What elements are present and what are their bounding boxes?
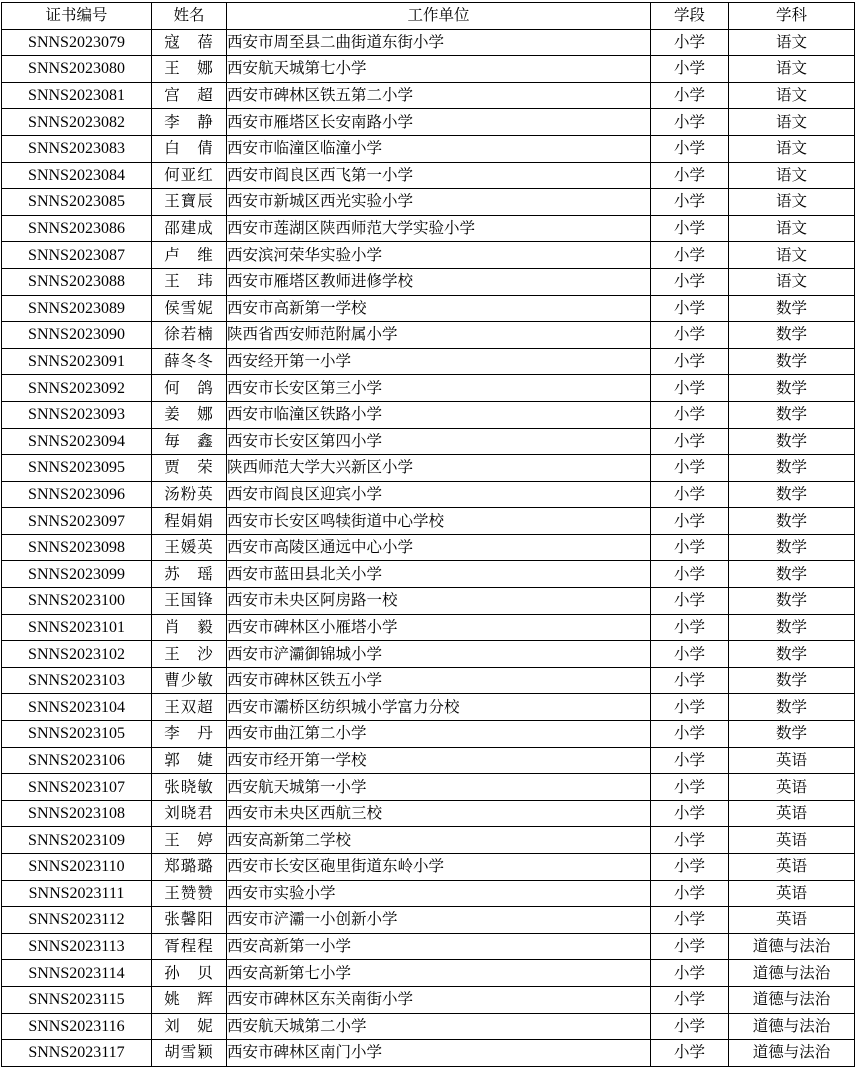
school-stage-cell: 小学 (651, 295, 729, 322)
work-unit-cell: 西安市高新第一学校 (227, 295, 651, 322)
header-work-unit: 工作单位 (227, 3, 651, 30)
subject-cell: 数学 (729, 455, 855, 482)
table-row (2, 694, 855, 721)
certificate-number-cell: SNNS2023097 (2, 508, 152, 535)
subject-cell: 数学 (729, 508, 855, 535)
subject-cell: 语文 (729, 268, 855, 295)
school-stage-cell: 小学 (651, 827, 729, 854)
work-unit-cell: 西安市长安区第四小学 (227, 428, 651, 455)
table-row (2, 268, 855, 295)
subject-cell: 语文 (729, 56, 855, 83)
work-unit-cell: 陕西省西安师范附属小学 (227, 322, 651, 349)
table-header (2, 3, 855, 30)
subject-cell: 数学 (729, 561, 855, 588)
certificate-number-cell: SNNS2023079 (2, 29, 152, 56)
school-stage-cell: 小学 (651, 588, 729, 615)
table-row (2, 747, 855, 774)
certificate-number-cell: SNNS2023089 (2, 295, 152, 322)
table-row (2, 189, 855, 216)
subject-cell: 数学 (729, 614, 855, 641)
certificate-number-cell: SNNS2023116 (2, 1013, 152, 1040)
name-cell: 曹少敏 (152, 667, 227, 694)
work-unit-cell: 西安市未央区阿房路一校 (227, 588, 651, 615)
work-unit-cell: 西安市浐灞一小创新小学 (227, 907, 651, 934)
certificate-number-cell: SNNS2023114 (2, 960, 152, 987)
school-stage-cell: 小学 (651, 854, 729, 881)
table-row (2, 135, 855, 162)
work-unit-cell: 西安市临潼区铁路小学 (227, 401, 651, 428)
table-row (2, 109, 855, 136)
table-row (2, 561, 855, 588)
school-stage-cell: 小学 (651, 481, 729, 508)
subject-cell: 英语 (729, 854, 855, 881)
subject-cell: 数学 (729, 322, 855, 349)
certificate-number-cell: SNNS2023115 (2, 986, 152, 1013)
school-stage-cell: 小学 (651, 721, 729, 748)
name-cell: 王 娜 (152, 56, 227, 83)
name-cell: 王双超 (152, 694, 227, 721)
work-unit-cell: 西安市碑林区东关南街小学 (227, 986, 651, 1013)
name-cell: 郑璐璐 (152, 854, 227, 881)
work-unit-cell: 西安市长安区第三小学 (227, 375, 651, 402)
table-row (2, 29, 855, 56)
table-row (2, 481, 855, 508)
work-unit-cell: 西安市长安区砲里街道东岭小学 (227, 854, 651, 881)
work-unit-cell: 西安市周至县二曲街道东街小学 (227, 29, 651, 56)
table-row (2, 375, 855, 402)
name-cell: 毎 鑫 (152, 428, 227, 455)
work-unit-cell: 西安市蓝田县北关小学 (227, 561, 651, 588)
school-stage-cell: 小学 (651, 215, 729, 242)
work-unit-cell: 西安经开第一小学 (227, 348, 651, 375)
table-row (2, 455, 855, 482)
work-unit-cell: 西安市经开第一学校 (227, 747, 651, 774)
name-cell: 王媛英 (152, 534, 227, 561)
certificate-number-cell: SNNS2023086 (2, 215, 152, 242)
school-stage-cell: 小学 (651, 1013, 729, 1040)
work-unit-cell: 西安航天城第二小学 (227, 1013, 651, 1040)
name-cell: 王 沙 (152, 641, 227, 668)
work-unit-cell: 西安市碑林区小雁塔小学 (227, 614, 651, 641)
certificate-number-cell: SNNS2023083 (2, 135, 152, 162)
name-cell: 李 丹 (152, 721, 227, 748)
certificate-number-cell: SNNS2023088 (2, 268, 152, 295)
work-unit-cell: 西安航天城第一小学 (227, 774, 651, 801)
name-cell: 李 静 (152, 109, 227, 136)
certificate-number-cell: SNNS2023111 (2, 880, 152, 907)
school-stage-cell: 小学 (651, 641, 729, 668)
subject-cell: 数学 (729, 721, 855, 748)
school-stage-cell: 小学 (651, 455, 729, 482)
school-stage-cell: 小学 (651, 401, 729, 428)
header-row (2, 3, 855, 30)
table-row (2, 242, 855, 269)
table-row (2, 588, 855, 615)
table-body (2, 29, 855, 1066)
subject-cell: 道德与法治 (729, 960, 855, 987)
name-cell: 王赞赞 (152, 880, 227, 907)
name-cell: 白 倩 (152, 135, 227, 162)
name-cell: 何 鸽 (152, 375, 227, 402)
table-row (2, 800, 855, 827)
subject-cell: 数学 (729, 667, 855, 694)
subject-cell: 数学 (729, 694, 855, 721)
certificate-number-cell: SNNS2023082 (2, 109, 152, 136)
table-row (2, 667, 855, 694)
name-cell: 汤粉英 (152, 481, 227, 508)
certificate-number-cell: SNNS2023108 (2, 800, 152, 827)
certificate-number-cell: SNNS2023084 (2, 162, 152, 189)
subject-cell: 语文 (729, 135, 855, 162)
certificate-number-cell: SNNS2023085 (2, 189, 152, 216)
school-stage-cell: 小学 (651, 56, 729, 83)
subject-cell: 数学 (729, 295, 855, 322)
certificate-number-cell: SNNS2023081 (2, 82, 152, 109)
subject-cell: 数学 (729, 534, 855, 561)
header-certificate-number: 证书编号 (2, 3, 152, 30)
certificate-number-cell: SNNS2023095 (2, 455, 152, 482)
school-stage-cell: 小学 (651, 29, 729, 56)
certificate-number-cell: SNNS2023094 (2, 428, 152, 455)
certificate-number-cell: SNNS2023101 (2, 614, 152, 641)
school-stage-cell: 小学 (651, 109, 729, 136)
certificate-number-cell: SNNS2023092 (2, 375, 152, 402)
certificate-roster-table (1, 2, 855, 1067)
name-cell: 王寶辰 (152, 189, 227, 216)
certificate-number-cell: SNNS2023093 (2, 401, 152, 428)
school-stage-cell: 小学 (651, 428, 729, 455)
name-cell: 胡雪颖 (152, 1040, 227, 1067)
work-unit-cell: 陕西师范大学大兴新区小学 (227, 455, 651, 482)
table-row (2, 854, 855, 881)
certificate-number-cell: SNNS2023107 (2, 774, 152, 801)
name-cell: 王 婷 (152, 827, 227, 854)
school-stage-cell: 小学 (651, 268, 729, 295)
subject-cell: 语文 (729, 162, 855, 189)
table-row (2, 880, 855, 907)
certificate-number-cell: SNNS2023117 (2, 1040, 152, 1067)
subject-cell: 语文 (729, 215, 855, 242)
name-cell: 苏 瑶 (152, 561, 227, 588)
school-stage-cell: 小学 (651, 800, 729, 827)
table-row (2, 401, 855, 428)
school-stage-cell: 小学 (651, 960, 729, 987)
subject-cell: 语文 (729, 189, 855, 216)
work-unit-cell: 西安高新第一小学 (227, 933, 651, 960)
header-school-stage: 学段 (651, 3, 729, 30)
work-unit-cell: 西安市浐灞御锦城小学 (227, 641, 651, 668)
table-row (2, 933, 855, 960)
name-cell: 徐若楠 (152, 322, 227, 349)
name-cell: 薛冬冬 (152, 348, 227, 375)
certificate-number-cell: SNNS2023080 (2, 56, 152, 83)
work-unit-cell: 西安市未央区西航三校 (227, 800, 651, 827)
subject-cell: 数学 (729, 641, 855, 668)
table-row (2, 1040, 855, 1067)
header-subject: 学科 (729, 3, 855, 30)
table-row (2, 82, 855, 109)
subject-cell: 英语 (729, 774, 855, 801)
name-cell: 刘 妮 (152, 1013, 227, 1040)
certificate-number-cell: SNNS2023105 (2, 721, 152, 748)
work-unit-cell: 西安市碑林区铁五小学 (227, 667, 651, 694)
work-unit-cell: 西安市长安区鸣犊街道中心学校 (227, 508, 651, 535)
certificate-number-cell: SNNS2023112 (2, 907, 152, 934)
name-cell: 姚 辉 (152, 986, 227, 1013)
school-stage-cell: 小学 (651, 534, 729, 561)
work-unit-cell: 西安市高陵区通远中心小学 (227, 534, 651, 561)
name-cell: 肖 毅 (152, 614, 227, 641)
school-stage-cell: 小学 (651, 348, 729, 375)
subject-cell: 英语 (729, 827, 855, 854)
certificate-number-cell: SNNS2023087 (2, 242, 152, 269)
school-stage-cell: 小学 (651, 933, 729, 960)
work-unit-cell: 西安市碑林区南门小学 (227, 1040, 651, 1067)
work-unit-cell: 西安市阎良区迎宾小学 (227, 481, 651, 508)
name-cell: 王国锋 (152, 588, 227, 615)
subject-cell: 英语 (729, 747, 855, 774)
name-cell: 姜 娜 (152, 401, 227, 428)
certificate-number-cell: SNNS2023096 (2, 481, 152, 508)
school-stage-cell: 小学 (651, 694, 729, 721)
table-row (2, 827, 855, 854)
subject-cell: 英语 (729, 907, 855, 934)
certificate-number-cell: SNNS2023091 (2, 348, 152, 375)
name-cell: 张晓敏 (152, 774, 227, 801)
table-row (2, 641, 855, 668)
work-unit-cell: 西安高新第二学校 (227, 827, 651, 854)
certificate-number-cell: SNNS2023113 (2, 933, 152, 960)
name-cell: 贾 荣 (152, 455, 227, 482)
school-stage-cell: 小学 (651, 242, 729, 269)
table-row (2, 295, 855, 322)
work-unit-cell: 西安市临潼区临潼小学 (227, 135, 651, 162)
certificate-number-cell: SNNS2023090 (2, 322, 152, 349)
table-row (2, 322, 855, 349)
table-row (2, 774, 855, 801)
school-stage-cell: 小学 (651, 375, 729, 402)
table-row (2, 534, 855, 561)
school-stage-cell: 小学 (651, 667, 729, 694)
subject-cell: 数学 (729, 588, 855, 615)
certificate-number-cell: SNNS2023110 (2, 854, 152, 881)
subject-cell: 道德与法治 (729, 933, 855, 960)
table-row (2, 508, 855, 535)
work-unit-cell: 西安航天城第七小学 (227, 56, 651, 83)
work-unit-cell: 西安市阎良区西飞第一小学 (227, 162, 651, 189)
subject-cell: 道德与法治 (729, 1040, 855, 1067)
certificate-number-cell: SNNS2023106 (2, 747, 152, 774)
subject-cell: 数学 (729, 375, 855, 402)
subject-cell: 数学 (729, 348, 855, 375)
name-cell: 刘晓君 (152, 800, 227, 827)
certificate-number-cell: SNNS2023100 (2, 588, 152, 615)
name-cell: 侯雪妮 (152, 295, 227, 322)
certificate-number-cell: SNNS2023099 (2, 561, 152, 588)
table-row (2, 215, 855, 242)
header-name: 姓名 (152, 3, 227, 30)
subject-cell: 英语 (729, 800, 855, 827)
school-stage-cell: 小学 (651, 189, 729, 216)
work-unit-cell: 西安市莲湖区陕西师范大学实验小学 (227, 215, 651, 242)
work-unit-cell: 西安滨河荣华实验小学 (227, 242, 651, 269)
school-stage-cell: 小学 (651, 508, 729, 535)
subject-cell: 道德与法治 (729, 986, 855, 1013)
name-cell: 郭 婕 (152, 747, 227, 774)
school-stage-cell: 小学 (651, 162, 729, 189)
work-unit-cell: 西安市雁塔区教师进修学校 (227, 268, 651, 295)
table-row (2, 907, 855, 934)
table-row (2, 614, 855, 641)
work-unit-cell: 西安高新第七小学 (227, 960, 651, 987)
school-stage-cell: 小学 (651, 1040, 729, 1067)
work-unit-cell: 西安市新城区西光实验小学 (227, 189, 651, 216)
name-cell: 宫 超 (152, 82, 227, 109)
school-stage-cell: 小学 (651, 747, 729, 774)
school-stage-cell: 小学 (651, 322, 729, 349)
name-cell: 王 玮 (152, 268, 227, 295)
school-stage-cell: 小学 (651, 561, 729, 588)
school-stage-cell: 小学 (651, 880, 729, 907)
school-stage-cell: 小学 (651, 986, 729, 1013)
work-unit-cell: 西安市曲江第二小学 (227, 721, 651, 748)
name-cell: 程娟娟 (152, 508, 227, 535)
school-stage-cell: 小学 (651, 82, 729, 109)
name-cell: 卢 维 (152, 242, 227, 269)
table-row (2, 960, 855, 987)
name-cell: 邵建成 (152, 215, 227, 242)
name-cell: 胥程程 (152, 933, 227, 960)
school-stage-cell: 小学 (651, 614, 729, 641)
subject-cell: 数学 (729, 481, 855, 508)
subject-cell: 语文 (729, 242, 855, 269)
table-row (2, 986, 855, 1013)
subject-cell: 语文 (729, 82, 855, 109)
certificate-number-cell: SNNS2023098 (2, 534, 152, 561)
work-unit-cell: 西安市实验小学 (227, 880, 651, 907)
certificate-number-cell: SNNS2023103 (2, 667, 152, 694)
table-row (2, 1013, 855, 1040)
subject-cell: 数学 (729, 428, 855, 455)
school-stage-cell: 小学 (651, 907, 729, 934)
work-unit-cell: 西安市碑林区铁五第二小学 (227, 82, 651, 109)
certificate-number-cell: SNNS2023109 (2, 827, 152, 854)
subject-cell: 英语 (729, 880, 855, 907)
name-cell: 张馨阳 (152, 907, 227, 934)
table-row (2, 721, 855, 748)
subject-cell: 数学 (729, 401, 855, 428)
name-cell: 寇 蓓 (152, 29, 227, 56)
table-row (2, 162, 855, 189)
subject-cell: 语文 (729, 109, 855, 136)
school-stage-cell: 小学 (651, 135, 729, 162)
certificate-number-cell: SNNS2023104 (2, 694, 152, 721)
subject-cell: 语文 (729, 29, 855, 56)
table-row (2, 428, 855, 455)
work-unit-cell: 西安市灞桥区纺织城小学富力分校 (227, 694, 651, 721)
school-stage-cell: 小学 (651, 774, 729, 801)
table-row (2, 348, 855, 375)
table-row (2, 56, 855, 83)
name-cell: 何亚红 (152, 162, 227, 189)
name-cell: 孙 贝 (152, 960, 227, 987)
work-unit-cell: 西安市雁塔区长安南路小学 (227, 109, 651, 136)
subject-cell: 道德与法治 (729, 1013, 855, 1040)
certificate-number-cell: SNNS2023102 (2, 641, 152, 668)
